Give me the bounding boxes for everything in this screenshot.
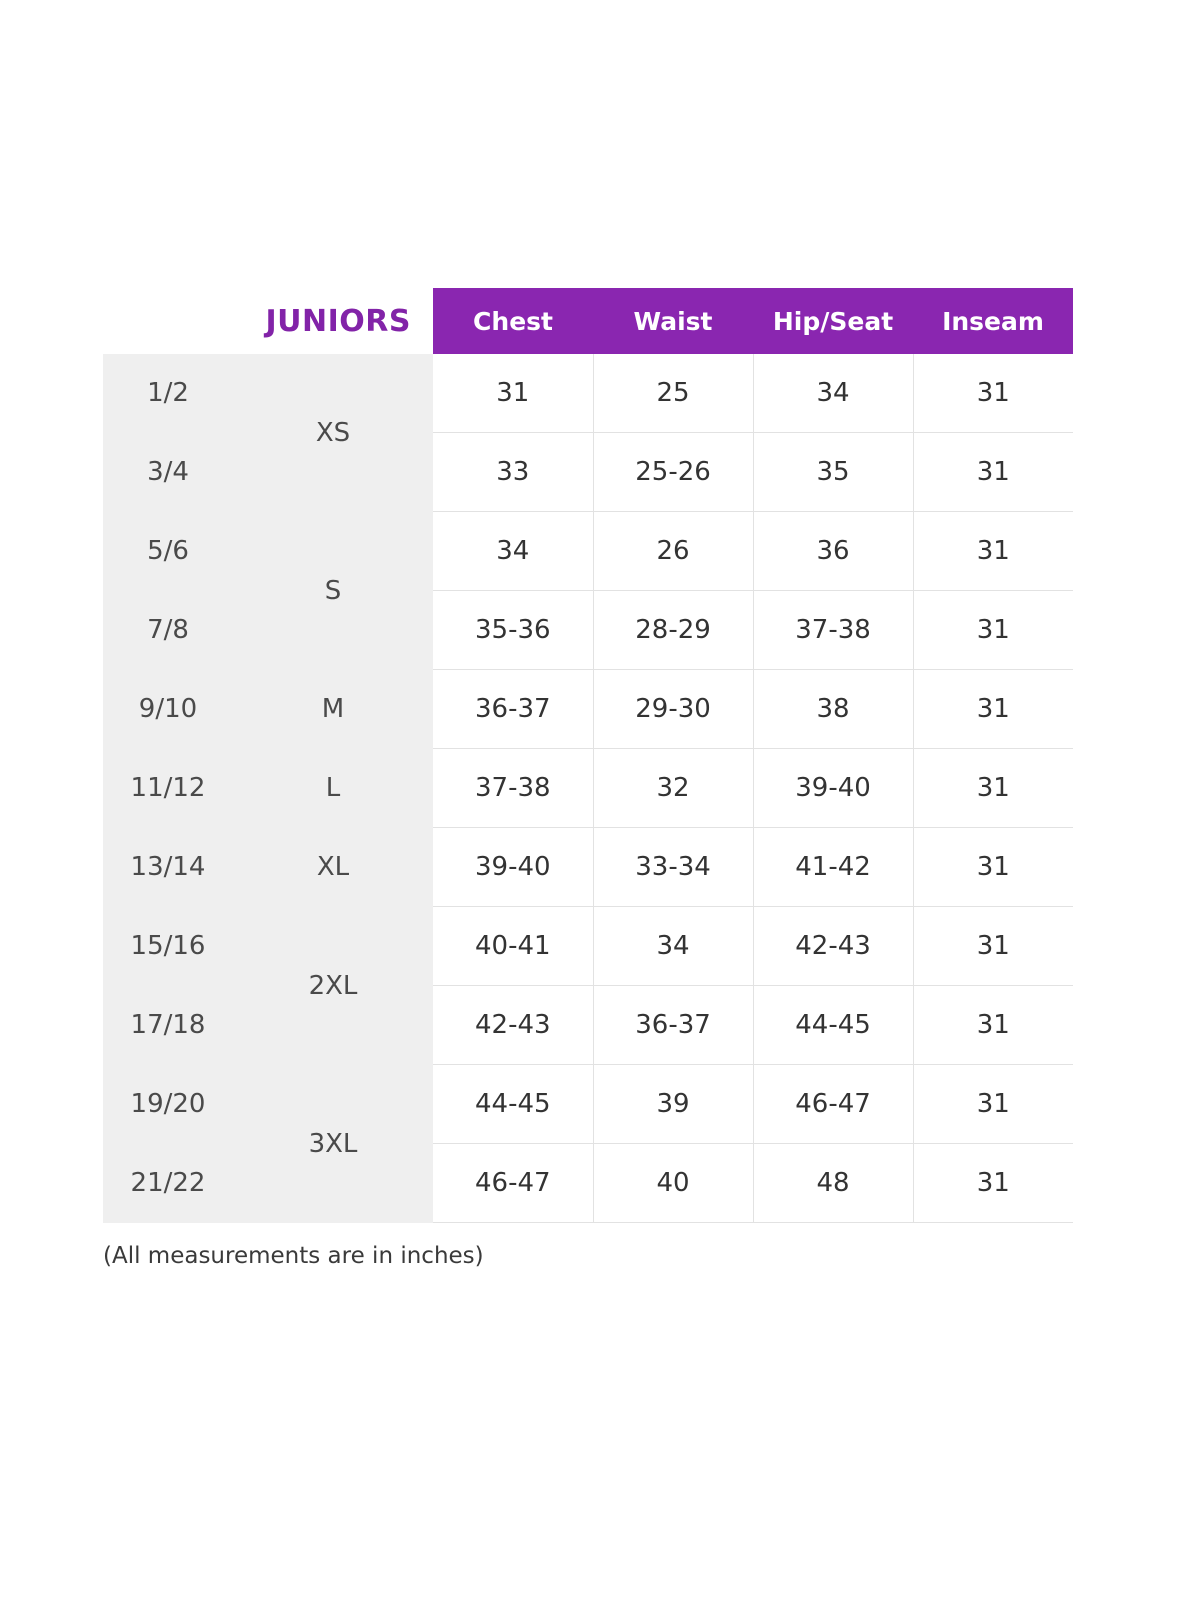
table-row [103, 354, 1073, 433]
size-numeric: 21/22 [103, 1144, 233, 1223]
chest-value: 42-43 [433, 986, 593, 1065]
hip-seat-value: 34 [753, 354, 913, 433]
inseam-value: 31 [913, 749, 1073, 828]
chest-value: 40-41 [433, 907, 593, 986]
waist-value: 39 [593, 1065, 753, 1144]
waist-value: 33-34 [593, 828, 753, 907]
table-row [103, 828, 1073, 907]
waist-value: 26 [593, 512, 753, 591]
hip-seat-value: 35 [753, 433, 913, 512]
measurement-footnote: (All measurements are in inches) [103, 1243, 484, 1269]
size-alpha: XL [233, 828, 433, 907]
chest-value: 35-36 [433, 591, 593, 670]
chest-value: 36-37 [433, 670, 593, 749]
waist-value: 25 [593, 354, 753, 433]
hip-seat-value: 39-40 [753, 749, 913, 828]
hip-seat-value: 41-42 [753, 828, 913, 907]
inseam-value: 31 [913, 354, 1073, 433]
waist-value: 28-29 [593, 591, 753, 670]
size-numeric: 11/12 [103, 749, 233, 828]
hip-seat-value: 48 [753, 1144, 913, 1223]
size-alpha: L [233, 749, 433, 828]
chest-value: 33 [433, 433, 593, 512]
inseam-value: 31 [913, 1065, 1073, 1144]
size-chart-table [103, 288, 1073, 1223]
hip-seat-value: 38 [753, 670, 913, 749]
size-numeric: 13/14 [103, 828, 233, 907]
size-alpha: 2XL [233, 907, 433, 1065]
table-row [103, 907, 1073, 986]
waist-value: 36-37 [593, 986, 753, 1065]
hip-seat-value: 37-38 [753, 591, 913, 670]
inseam-value: 31 [913, 512, 1073, 591]
table-row [103, 749, 1073, 828]
inseam-value: 31 [913, 433, 1073, 512]
chest-value: 39-40 [433, 828, 593, 907]
table-header-row [103, 288, 1073, 354]
waist-value: 32 [593, 749, 753, 828]
hip-seat-value: 36 [753, 512, 913, 591]
inseam-value: 31 [913, 828, 1073, 907]
column-header-chest: Chest [433, 288, 593, 354]
hip-seat-value: 44-45 [753, 986, 913, 1065]
size-numeric: 3/4 [103, 433, 233, 512]
size-alpha: XS [233, 354, 433, 512]
size-numeric: 19/20 [103, 1065, 233, 1144]
size-numeric: 7/8 [103, 591, 233, 670]
table-row [103, 512, 1073, 591]
table-row [103, 1065, 1073, 1144]
inseam-value: 31 [913, 591, 1073, 670]
size-numeric: 5/6 [103, 512, 233, 591]
hip-seat-value: 42-43 [753, 907, 913, 986]
column-header-hip-seat: Hip/Seat [753, 288, 913, 354]
inseam-value: 31 [913, 907, 1073, 986]
size-alpha: S [233, 512, 433, 670]
inseam-value: 31 [913, 986, 1073, 1065]
column-header-waist: Waist [593, 288, 753, 354]
waist-value: 34 [593, 907, 753, 986]
size-alpha: M [233, 670, 433, 749]
size-numeric: 15/16 [103, 907, 233, 986]
chest-value: 31 [433, 354, 593, 433]
size-numeric: 1/2 [103, 354, 233, 433]
chest-value: 46-47 [433, 1144, 593, 1223]
chest-value: 44-45 [433, 1065, 593, 1144]
inseam-value: 31 [913, 670, 1073, 749]
waist-value: 29-30 [593, 670, 753, 749]
size-numeric: 9/10 [103, 670, 233, 749]
table-row [103, 670, 1073, 749]
chest-value: 37-38 [433, 749, 593, 828]
size-chart-container [103, 288, 1073, 1223]
size-alpha: 3XL [233, 1065, 433, 1223]
waist-value: 40 [593, 1144, 753, 1223]
size-numeric: 17/18 [103, 986, 233, 1065]
waist-value: 25-26 [593, 433, 753, 512]
inseam-value: 31 [913, 1144, 1073, 1223]
chest-value: 34 [433, 512, 593, 591]
column-header-inseam: Inseam [913, 288, 1073, 354]
chart-title: JUNIORS [103, 288, 433, 354]
hip-seat-value: 46-47 [753, 1065, 913, 1144]
